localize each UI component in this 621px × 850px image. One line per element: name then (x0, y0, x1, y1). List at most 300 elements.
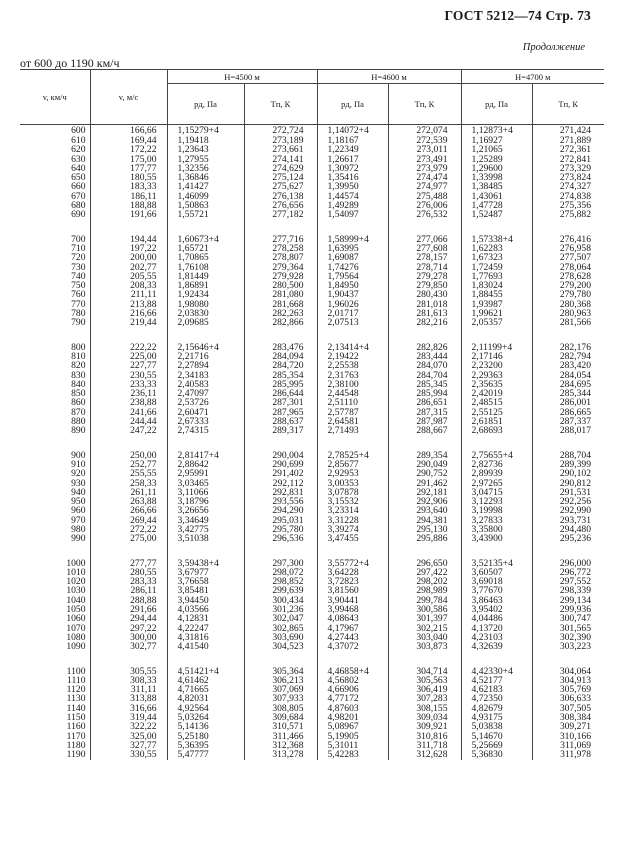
speed-ms-cell: 172,22 (90, 145, 167, 154)
pressure-4700-cell: 3,12293 (461, 497, 532, 506)
pressure-4500-cell: 4,31816 (167, 633, 244, 642)
pressure-4700-cell: 3,52135+4 (461, 559, 532, 568)
pressure-4500-cell: 5,36395 (167, 741, 244, 750)
temperature-4600-cell: 309,034 (388, 713, 461, 722)
pressure-4700-cell: 5,36830 (461, 750, 532, 759)
temperature-4700-cell: 273,824 (559, 172, 591, 184)
speed-ms-cell: 305,55 (90, 667, 167, 676)
temperature-4500-cell: 309,684 (244, 713, 317, 722)
temperature-4700-cell: 298,339 (559, 585, 591, 597)
separator-cell (244, 328, 317, 343)
pressure-4500-cell: 1,23643 (167, 145, 244, 154)
pressure-4500-cell: 2,53726 (167, 398, 244, 407)
speed-kmh-cell: 1100 (20, 667, 90, 676)
speed-kmh-cell: 1150 (20, 713, 90, 722)
temperature-4500-cell: 278,258 (244, 244, 317, 253)
pressure-4600-cell: 2,57787 (317, 408, 388, 417)
separator-cell (167, 436, 244, 451)
pressure-4600-cell: 2,07513 (317, 318, 388, 327)
temperature-4700-cell: 280,963 (559, 308, 591, 320)
speed-ms-cell: 236,11 (90, 389, 167, 398)
temperature-4500-cell: 313,278 (244, 750, 317, 759)
temperature-4600-cell: 312,628 (388, 750, 461, 759)
table-row (20, 614, 604, 623)
speed-kmh-cell: 870 (20, 408, 90, 417)
pressure-4600-cell: 3,39274 (317, 525, 388, 534)
speed-kmh-cell: 740 (20, 272, 90, 281)
pressure-4700-cell: 4,23103 (461, 633, 532, 642)
pressure-4700-cell: 2,11199+4 (461, 343, 532, 352)
table-row (20, 398, 604, 407)
pressure-4600-cell: 4,77172 (317, 694, 388, 703)
pressure-4700-cell: 1,88455 (461, 290, 532, 299)
pressure-4600-cell: 3,23314 (317, 506, 388, 515)
col-header-pressure: pд, Па (461, 84, 532, 125)
table-row (20, 506, 604, 515)
pressure-4600-cell: 5,08967 (317, 722, 388, 731)
table-row (20, 568, 604, 577)
temperature-4700-cell: 286,665 (559, 406, 591, 418)
speed-ms-cell: 169,44 (90, 136, 167, 145)
speed-ms-cell: 269,44 (90, 516, 167, 525)
temperature-4600-cell: 285,994 (388, 389, 461, 398)
temperature-4700-cell: 308,384 (559, 712, 591, 724)
temperature-4500-cell: 279,928 (244, 272, 317, 281)
separator-cell (317, 436, 388, 451)
temperature-4500-cell: 292,831 (244, 488, 317, 497)
speed-kmh-cell: 1010 (20, 568, 90, 577)
pressure-4700-cell: 1,83024 (461, 281, 532, 290)
speed-ms-cell: 211,11 (90, 290, 167, 299)
temperature-4500-cell: 278,807 (244, 253, 317, 262)
table-row (20, 389, 604, 398)
pressure-4700-cell: 3,35800 (461, 525, 532, 534)
pressure-4500-cell: 4,41540 (167, 642, 244, 651)
pressure-4500-cell: 1,60673+4 (167, 235, 244, 244)
separator-cell (461, 220, 532, 235)
pressure-4600-cell: 4,98201 (317, 713, 388, 722)
speed-ms-cell: 194,44 (90, 235, 167, 244)
temperature-4700-cell: 276,416 (559, 233, 591, 245)
temperature-4500-cell: 302,865 (244, 624, 317, 633)
pressure-4700-cell: 2,68693 (461, 426, 532, 435)
separator-cell (317, 220, 388, 235)
pressure-4500-cell: 4,71665 (167, 685, 244, 694)
temperature-4600-cell: 276,006 (388, 201, 461, 210)
separator-cell (532, 328, 604, 343)
speed-ms-cell: 300,00 (90, 633, 167, 642)
speed-ms-cell: 225,00 (90, 352, 167, 361)
pressure-4600-cell: 1,30972 (317, 164, 388, 173)
pressure-4500-cell: 1,65721 (167, 244, 244, 253)
pressure-4600-cell: 4,37072 (317, 642, 388, 651)
pressure-4700-cell: 4,93175 (461, 713, 532, 722)
pressure-4600-cell: 4,17967 (317, 624, 388, 633)
table-row (20, 343, 604, 352)
pressure-4700-cell: 2,82736 (461, 460, 532, 469)
separator-cell (244, 652, 317, 667)
pressure-4700-cell: 4,52177 (461, 676, 532, 685)
pressure-4600-cell: 2,13414+4 (317, 343, 388, 352)
separator-cell (532, 436, 604, 451)
pressure-4700-cell: 4,82679 (461, 704, 532, 713)
speed-kmh-cell: 980 (20, 525, 90, 534)
pressure-4600-cell: 4,56802 (317, 676, 388, 685)
speed-ms-cell: 241,66 (90, 408, 167, 417)
temperature-4600-cell: 273,979 (388, 164, 461, 173)
speed-ms-cell: 266,66 (90, 506, 167, 515)
temperature-4500-cell: 298,072 (244, 568, 317, 577)
temperature-4600-cell: 273,491 (388, 155, 461, 164)
group-separator (20, 544, 604, 559)
pressure-4600-cell: 1,69087 (317, 253, 388, 262)
temperature-4600-cell: 295,130 (388, 525, 461, 534)
speed-kmh-cell: 750 (20, 281, 90, 290)
data-table (20, 69, 604, 760)
pressure-4500-cell: 4,82031 (167, 694, 244, 703)
temperature-4600-cell: 293,640 (388, 506, 461, 515)
pressure-4600-cell: 1,79564 (317, 272, 388, 281)
temperature-4600-cell: 274,474 (388, 173, 461, 182)
speed-kmh-cell: 900 (20, 451, 90, 460)
table-row (20, 451, 604, 460)
table-row (20, 722, 604, 731)
pressure-4700-cell: 1,43061 (461, 192, 532, 201)
pressure-4700-cell: 4,13720 (461, 624, 532, 633)
temperature-4500-cell: 300,434 (244, 596, 317, 605)
group-separator (20, 652, 604, 667)
pressure-4700-cell: 1,67323 (461, 253, 532, 262)
speed-ms-cell: 230,55 (90, 371, 167, 380)
temperature-4700-cell: 289,399 (559, 458, 591, 470)
pressure-4500-cell: 2,60471 (167, 408, 244, 417)
separator-cell (388, 544, 461, 559)
table-row (20, 750, 604, 759)
pressure-4600-cell: 5,31011 (317, 741, 388, 750)
pressure-4500-cell: 1,27955 (167, 155, 244, 164)
pressure-4700-cell: 2,97265 (461, 479, 532, 488)
speed-ms-cell: 188,88 (90, 201, 167, 210)
pressure-4500-cell: 2,67333 (167, 417, 244, 426)
pressure-4600-cell: 5,19905 (317, 732, 388, 741)
pressure-4500-cell: 3,67977 (167, 568, 244, 577)
speed-kmh-cell: 970 (20, 516, 90, 525)
temperature-4600-cell: 284,704 (388, 371, 461, 380)
temperature-4700-cell: 310,166 (559, 730, 591, 742)
col-header-temperature: Tп, К (532, 84, 604, 125)
pressure-4700-cell: 2,17146 (461, 352, 532, 361)
speed-kmh-cell: 1080 (20, 633, 90, 642)
temperature-4600-cell: 291,462 (388, 479, 461, 488)
pressure-4700-cell: 2,23200 (461, 361, 532, 370)
temperature-4700-cell: 299,936 (559, 604, 591, 616)
temperature-4600-cell: 309,921 (388, 722, 461, 731)
pressure-4700-cell: 1,93987 (461, 300, 532, 309)
table-row (20, 516, 604, 525)
speed-kmh-cell: 1120 (20, 685, 90, 694)
pressure-4700-cell: 2,89939 (461, 469, 532, 478)
speed-ms-cell: 294,44 (90, 614, 167, 623)
table-row (20, 605, 604, 614)
pressure-4600-cell: 2,71493 (317, 426, 388, 435)
speed-ms-cell: 216,66 (90, 309, 167, 318)
table-row (20, 318, 604, 327)
temperature-4600-cell: 272,074 (388, 125, 461, 137)
speed-kmh-cell: 1190 (20, 750, 90, 759)
table-row (20, 235, 604, 244)
separator-cell (244, 436, 317, 451)
pressure-4700-cell: 1,99621 (461, 309, 532, 318)
temperature-4700-cell: 300,747 (559, 613, 591, 625)
temperature-4500-cell: 308,805 (244, 704, 317, 713)
temperature-4500-cell: 307,069 (244, 685, 317, 694)
pressure-4500-cell: 3,59438+4 (167, 559, 244, 568)
speed-kmh-cell: 810 (20, 352, 90, 361)
pressure-4500-cell: 1,50863 (167, 201, 244, 210)
speed-kmh-cell: 1110 (20, 676, 90, 685)
pressure-4700-cell: 4,72350 (461, 694, 532, 703)
temperature-4700-cell: 279,200 (559, 280, 591, 292)
speed-kmh-cell: 850 (20, 389, 90, 398)
pressure-4500-cell: 4,12831 (167, 614, 244, 623)
temperature-4700-cell: 295,236 (559, 533, 591, 545)
separator-cell (90, 652, 167, 667)
separator-cell (317, 652, 388, 667)
table-row (20, 624, 604, 633)
pressure-4700-cell: 2,05357 (461, 318, 532, 327)
temperature-4500-cell: 279,364 (244, 263, 317, 272)
temperature-4600-cell: 311,718 (388, 741, 461, 750)
pressure-4500-cell: 2,81417+4 (167, 451, 244, 460)
pressure-4700-cell: 2,75655+4 (461, 451, 532, 460)
temperature-4600-cell: 289,354 (388, 451, 461, 460)
temperature-4500-cell: 276,138 (244, 192, 317, 201)
pressure-4700-cell: 5,14670 (461, 732, 532, 741)
table-row (20, 361, 604, 370)
pressure-4700-cell: 1,29600 (461, 164, 532, 173)
temperature-4700-cell: 297,552 (559, 576, 591, 588)
table-row (20, 488, 604, 497)
pressure-4500-cell: 3,42775 (167, 525, 244, 534)
separator-cell (461, 328, 532, 343)
separator-cell (167, 220, 244, 235)
temperature-4500-cell: 273,661 (244, 145, 317, 154)
temperature-4700-cell: 282,176 (559, 341, 591, 353)
table-row (20, 460, 604, 469)
separator-cell (532, 544, 604, 559)
speed-kmh-cell: 1070 (20, 624, 90, 633)
pressure-4700-cell: 3,86463 (461, 596, 532, 605)
speed-kmh-cell: 600 (20, 125, 90, 137)
temperature-4600-cell: 294,381 (388, 516, 461, 525)
temperature-4700-cell: 304,064 (559, 665, 591, 677)
temperature-4500-cell: 277,182 (244, 210, 317, 219)
pressure-4500-cell: 3,18796 (167, 497, 244, 506)
pressure-4700-cell: 2,35635 (461, 380, 532, 389)
temperature-4500-cell: 275,627 (244, 182, 317, 191)
pressure-4700-cell: 5,25669 (461, 741, 532, 750)
temperature-4600-cell: 305,563 (388, 676, 461, 685)
pressure-4600-cell: 1,18167 (317, 136, 388, 145)
separator-cell (317, 544, 388, 559)
temperature-4500-cell: 312,368 (244, 741, 317, 750)
group-separator (20, 328, 604, 343)
speed-ms-cell: 291,66 (90, 605, 167, 614)
pressure-4600-cell: 1,22349 (317, 145, 388, 154)
pressure-4700-cell: 2,29363 (461, 371, 532, 380)
speed-kmh-cell: 720 (20, 253, 90, 262)
pressure-4500-cell: 3,26656 (167, 506, 244, 515)
temperature-4600-cell: 276,532 (388, 210, 461, 219)
table-row (20, 642, 604, 651)
speed-ms-cell: 316,66 (90, 704, 167, 713)
pressure-4600-cell: 3,64228 (317, 568, 388, 577)
pressure-4500-cell: 3,94450 (167, 596, 244, 605)
speed-kmh-cell: 1030 (20, 586, 90, 595)
col-header-temperature: Tп, К (388, 84, 461, 125)
pressure-4600-cell: 3,55772+4 (317, 559, 388, 568)
speed-kmh-cell: 1000 (20, 559, 90, 568)
pressure-4500-cell: 3,03465 (167, 479, 244, 488)
temperature-4700-cell: 272,361 (559, 144, 591, 156)
speed-kmh-cell: 840 (20, 380, 90, 389)
temperature-4700-cell: 271,889 (559, 135, 591, 146)
group-separator (20, 220, 604, 235)
speed-ms-cell: 322,22 (90, 722, 167, 731)
pressure-4600-cell: 4,87603 (317, 704, 388, 713)
pressure-4600-cell: 3,31228 (317, 516, 388, 525)
speed-ms-cell: 280,55 (90, 568, 167, 577)
pressure-4600-cell: 2,01717 (317, 309, 388, 318)
separator-cell (244, 220, 317, 235)
temperature-4600-cell: 277,608 (388, 244, 461, 253)
temperature-4500-cell: 293,556 (244, 497, 317, 506)
temperature-4600-cell: 295,886 (388, 534, 461, 543)
pressure-4600-cell: 4,27443 (317, 633, 388, 642)
table-row (20, 469, 604, 478)
pressure-4600-cell: 1,26617 (317, 155, 388, 164)
temperature-4500-cell: 272,724 (244, 125, 317, 137)
temperature-4600-cell: 281,018 (388, 300, 461, 309)
temperature-4700-cell: 283,420 (559, 360, 591, 372)
temperature-4700-cell: 299,134 (559, 594, 591, 606)
pressure-4600-cell: 2,51110 (317, 398, 388, 407)
pressure-4500-cell: 1,46099 (167, 192, 244, 201)
temperature-4500-cell: 295,780 (244, 525, 317, 534)
temperature-4700-cell: 288,704 (559, 449, 591, 461)
separator-cell (167, 328, 244, 343)
temperature-4700-cell: 288,017 (559, 425, 591, 437)
table-row (20, 534, 604, 543)
col-header-pressure: pд, Па (317, 84, 388, 125)
temperature-4500-cell: 281,080 (244, 290, 317, 299)
pressure-4600-cell: 2,92953 (317, 469, 388, 478)
pressure-4500-cell: 5,03264 (167, 713, 244, 722)
pressure-4600-cell: 3,47455 (317, 534, 388, 543)
pressure-4700-cell: 3,60507 (461, 568, 532, 577)
pressure-4700-cell: 1,25289 (461, 155, 532, 164)
temperature-4600-cell: 272,539 (388, 136, 461, 145)
pressure-4600-cell: 1,74276 (317, 263, 388, 272)
temperature-4500-cell: 297,300 (244, 559, 317, 568)
speed-kmh-cell: 1160 (20, 722, 90, 731)
table-row (20, 125, 604, 137)
temperature-4600-cell: 306,419 (388, 685, 461, 694)
temperature-4700-cell: 292,256 (559, 496, 591, 508)
speed-kmh-cell: 640 (20, 164, 90, 173)
pressure-4700-cell: 3,27833 (461, 516, 532, 525)
pressure-4700-cell: 4,62183 (461, 685, 532, 694)
pressure-4500-cell: 1,41427 (167, 182, 244, 191)
separator-cell (532, 220, 604, 235)
temperature-4500-cell: 287,301 (244, 398, 317, 407)
temperature-4600-cell: 281,613 (388, 309, 461, 318)
pressure-4700-cell: 1,16927 (461, 136, 532, 145)
temperature-4600-cell: 300,586 (388, 605, 461, 614)
speed-kmh-cell: 1090 (20, 642, 90, 651)
temperature-4600-cell: 280,430 (388, 290, 461, 299)
speed-ms-cell: 200,00 (90, 253, 167, 262)
pressure-4700-cell: 1,12873+4 (461, 125, 532, 137)
pressure-4700-cell: 5,03838 (461, 722, 532, 731)
speed-kmh-cell: 610 (20, 136, 90, 145)
speed-ms-cell: 297,22 (90, 624, 167, 633)
temperature-4600-cell: 290,049 (388, 460, 461, 469)
temperature-4600-cell: 287,315 (388, 408, 461, 417)
pressure-4700-cell: 3,43900 (461, 534, 532, 543)
temperature-4500-cell: 274,629 (244, 164, 317, 173)
speed-kmh-cell: 910 (20, 460, 90, 469)
table-row (20, 704, 604, 713)
pressure-4500-cell: 2,34183 (167, 371, 244, 380)
speed-ms-cell: 219,44 (90, 318, 167, 327)
table-row (20, 136, 604, 145)
pressure-4500-cell: 3,11066 (167, 488, 244, 497)
table-row (20, 685, 604, 694)
separator-cell (461, 544, 532, 559)
speed-ms-cell: 327,77 (90, 741, 167, 750)
temperature-4500-cell: 307,933 (244, 694, 317, 703)
temperature-4500-cell: 281,668 (244, 300, 317, 309)
speed-ms-cell: 197,22 (90, 244, 167, 253)
pressure-4600-cell: 2,64581 (317, 417, 388, 426)
temperature-4700-cell: 301,565 (559, 622, 591, 634)
pressure-4600-cell: 3,81560 (317, 586, 388, 595)
pressure-4700-cell: 3,69018 (461, 577, 532, 586)
temperature-4500-cell: 284,720 (244, 361, 317, 370)
separator-cell (317, 328, 388, 343)
temperature-4500-cell: 285,354 (244, 371, 317, 380)
speed-kmh-cell: 760 (20, 290, 90, 299)
pressure-4500-cell: 2,21716 (167, 352, 244, 361)
pressure-4600-cell: 4,08643 (317, 614, 388, 623)
group-separator (20, 436, 604, 451)
pressure-4600-cell: 1,90437 (317, 290, 388, 299)
table-row (20, 201, 604, 210)
temperature-4500-cell: 303,690 (244, 633, 317, 642)
temperature-4500-cell: 301,236 (244, 605, 317, 614)
temperature-4700-cell: 303,223 (559, 641, 591, 653)
speed-kmh-cell: 890 (20, 426, 90, 435)
speed-ms-cell: 180,55 (90, 173, 167, 182)
separator-cell (388, 328, 461, 343)
speed-ms-cell: 213,88 (90, 300, 167, 309)
table-row (20, 667, 604, 676)
speed-ms-cell: 261,11 (90, 488, 167, 497)
speed-kmh-cell: 940 (20, 488, 90, 497)
separator-cell (461, 652, 532, 667)
pressure-4600-cell: 3,90441 (317, 596, 388, 605)
